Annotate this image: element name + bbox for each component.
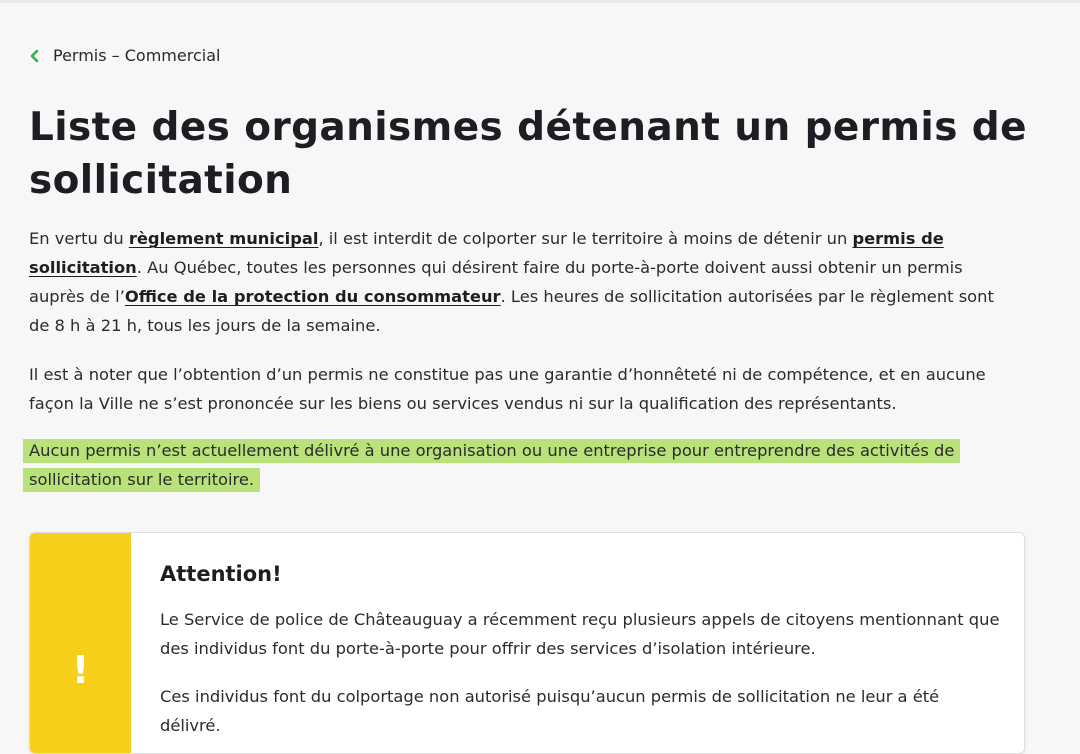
top-divider (0, 0, 1080, 3)
intro-text-1: En vertu du (29, 229, 129, 248)
alert-body (160, 559, 1000, 740)
chevron-left-icon (29, 49, 41, 63)
attention-alert-box (29, 532, 1025, 754)
alert-stripe (30, 533, 131, 753)
breadcrumb-label: Permis – Commercial (53, 46, 221, 65)
intro-text-3: . Au Québec, toutes les personnes qui désirent faire du porte-à-porte doivent aussi obtenir un permis auprès de l’ (29, 258, 963, 306)
intro-text-4: . Les heures de sollicitation autorisées par le règlement sont de 8 h à 21 h, tous les jours de la semaine. (29, 287, 994, 335)
highlighted-notice: Aucun permis n’est actuellement délivré à une organisation ou une entreprise pour entreprendre des activités de sollicitation sur le territoire. (29, 439, 954, 492)
permis-sollicitation-link[interactable]: permis de sollicitation (29, 229, 944, 277)
exclamation-icon: ! (71, 648, 90, 692)
alert-text-2: Ces individus font du colportage non autorisé puisqu’aucun permis de sollicitation ne leur a été délivré. (160, 687, 940, 735)
reglement-municipal-link[interactable]: règlement municipal (128, 229, 319, 248)
intro-paragraph (29, 224, 1014, 340)
highlighted-paragraph (29, 436, 1014, 494)
alert-text-1: Le Service de police de Châteauguay a récemment reçu plusieurs appels de citoyens mentionnant que des individus font du porte-à-porte pour offrir des services d’isolation intérieure. (160, 610, 1000, 658)
alert-title: Attention! (160, 562, 282, 586)
breadcrumb-back-link[interactable] (29, 46, 220, 65)
page-title: Liste des organismes détenant un permis de sollicitation (29, 105, 1027, 203)
note-paragraph: Il est à noter que l’obtention d’un permis ne constitue pas une garantie d’honnêteté ni de compétence, et en aucune façon la Ville ne s’est prononcée sur les biens ou services vendus ni sur la qualification des représentants. (29, 365, 986, 413)
intro-text-2: , il est interdit de colporter sur le territoire à moins de détenir un (318, 229, 853, 248)
opc-link[interactable]: Office de la protection du consommateur (124, 287, 501, 306)
